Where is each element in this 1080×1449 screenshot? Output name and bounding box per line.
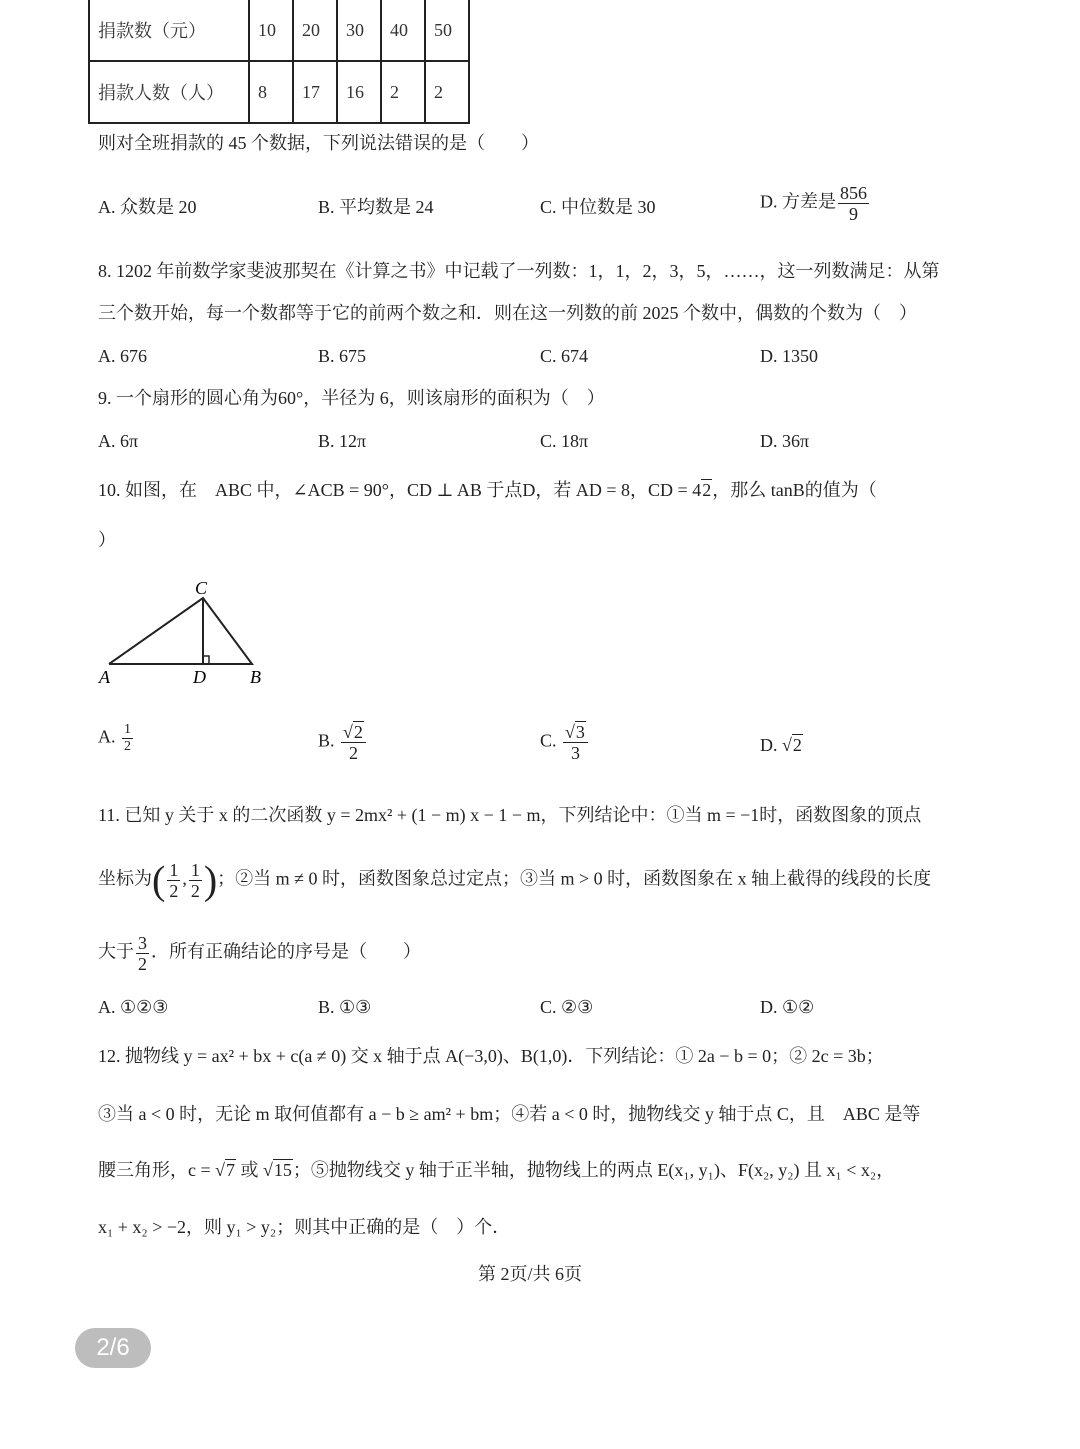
stem-text: 或: [236, 1160, 264, 1180]
denominator: 2: [348, 743, 358, 763]
q7-stem: 则对全班捐款的 45 个数据，下列说法错误的是（ ）: [98, 133, 539, 153]
fraction: [136, 933, 149, 974]
numerator: √3: [563, 722, 588, 743]
q8-line2: 三个数开始，每一个数都等于它的前两个数之和．则在这一列数的前 2025 个数中，偶数的个数为（ ）: [98, 303, 917, 323]
option-text: D. 方差是: [760, 191, 836, 212]
table-cell: 20: [293, 0, 337, 61]
q10-option-d: D. √2: [760, 735, 802, 755]
table-cell: 8: [249, 61, 293, 123]
numerator: 1: [124, 722, 131, 737]
option-label: B.: [318, 730, 335, 751]
q10-stem: [98, 478, 877, 502]
q10-close-paren: ）: [98, 530, 116, 550]
q8-line1: 8. 1202 年前数学家斐波那契在《计算之书》中记载了一列数：1，1，2，3，5，……，这一列数满足：从第: [98, 261, 940, 281]
fraction: [189, 860, 202, 901]
q7-option-c: C. 中位数是 30: [540, 197, 656, 217]
table-cell: 捐款数（元）: [89, 0, 249, 61]
q11-option-c: C. ②③: [540, 997, 594, 1017]
table-row: [89, 0, 469, 61]
q9-option-b: B. 12π: [318, 431, 367, 451]
table-cell: 捐款人数（人）: [89, 61, 249, 123]
numerator: 1: [169, 860, 179, 880]
q10-option-a: [98, 722, 135, 755]
q11-option-a: A. ①②③: [98, 997, 169, 1017]
numerator: 856: [840, 183, 867, 203]
stem-text: ；⑤抛物线交 y 轴于正半轴，抛物线上的两点 E(x₁, y₁)、F(x₂, y₂) 且 x₁ < x₂，: [292, 1160, 895, 1180]
q8-option-a: A. 676: [98, 346, 147, 366]
triangle-abc: [109, 598, 252, 664]
sqrt-value: 15: [273, 1160, 292, 1180]
sqrt-value: 3: [575, 722, 585, 742]
sqrt-value: 2: [702, 480, 712, 500]
q8-option-c: C. 674: [540, 346, 589, 366]
numerator: 3: [138, 933, 147, 953]
q9-option-a: A. 6π: [98, 431, 139, 451]
table-cell: 30: [337, 0, 381, 61]
donation-table: [88, 0, 470, 124]
q12-line3: 腰三角形，c = √7 或 √15；⑤抛物线交 y 轴于正半轴，抛物线上的两点 E(x₁, y₁)、F(x₂, y₂) 且 x₁ < x₂，: [98, 1160, 895, 1180]
q10-option-c: [540, 722, 590, 763]
table-cell: 2: [381, 61, 425, 123]
denominator: 2: [138, 954, 147, 974]
stem-text: ；②当 m ≠ 0 时，函数图象总过定点；③当 m > 0 时，函数图象在 x 轴上截得的线段的长度: [217, 868, 932, 889]
page-footer: 第 2页/共 6页: [477, 1264, 582, 1284]
q11-option-b: B. ①③: [318, 997, 372, 1017]
q11-line1: 11. 已知 y 关于 x 的二次函数 y = 2mx² + (1 − m) x − 1 − m，下列结论中：①当 m = −1时，函数图象的顶点: [98, 805, 922, 825]
table-cell: 17: [293, 61, 337, 123]
q9-option-d: D. 36π: [760, 431, 810, 451]
denominator: 9: [849, 204, 858, 224]
q11-line2: 坐标为( $\frac{1}{2}$ , $\frac{1}{2}$ )；②当 m ≠ 0 时，函数图象总过定点；③当 m > 0 时，函数图象在 x 轴上截得的线段的长度: [98, 857, 932, 903]
q9-option-c: C. 18π: [540, 431, 589, 451]
stem-text: 坐标为: [98, 868, 152, 889]
label-a: A: [99, 667, 110, 687]
numerator: 1: [190, 860, 200, 880]
label-c: C: [195, 578, 208, 598]
q8-option-b: B. 675: [318, 346, 367, 366]
q12-line1: 12. 抛物线 y = ax² + bx + c(a ≠ 0) 交 x 轴于点 A(−3,0)、B(1,0)．下列结论：① 2a − b = 0；② 2c = 3b；: [98, 1046, 884, 1066]
option-label: D.: [760, 735, 778, 755]
table-cell: 2: [425, 61, 469, 123]
q11-option-d: D. ①②: [760, 997, 815, 1017]
table-cell: 16: [337, 61, 381, 123]
page-indicator: 2/6: [75, 1328, 151, 1368]
option-label: A.: [98, 726, 116, 747]
stem-text: ，那么 tanB的值为（: [712, 480, 877, 500]
table-cell: 50: [425, 0, 469, 61]
stem-text: ．所有正确结论的序号是（ ）: [151, 941, 421, 962]
q11-line3: [98, 933, 421, 974]
fraction: [838, 183, 869, 224]
table-row: [89, 61, 469, 123]
fraction: [563, 722, 588, 763]
stem-text: 10. 如图，在 ABC 中，∠ACB = 90°，CD ⊥ AB 于点D，若 AD = 8，CD = 4: [98, 480, 702, 500]
sqrt-value: 2: [353, 722, 363, 742]
stem-text: 大于: [98, 941, 134, 962]
table-cell: 10: [249, 0, 293, 61]
denominator: 2: [190, 881, 200, 901]
q12-line4: x₁ + x₂ > −2，则 y₁ > y₂；则其中正确的是（ ）个．: [98, 1217, 511, 1237]
stem-text: 腰三角形，c =: [98, 1160, 216, 1180]
q9-stem: 9. 一个扇形的圆心角为60°，半径为 6，则该扇形的面积为（ ）: [98, 388, 605, 408]
option-label: C.: [540, 730, 557, 751]
denominator: 3: [570, 743, 580, 763]
sqrt-value: 2: [792, 735, 802, 755]
q10-option-b: [318, 722, 368, 763]
q7-option-d: [760, 183, 871, 224]
denominator: 2: [169, 881, 179, 901]
denominator: 2: [124, 739, 131, 754]
table-cell: 40: [381, 0, 425, 61]
fraction: [167, 860, 180, 901]
numerator: √2: [341, 722, 366, 743]
q7-option-a: A. 众数是 20: [98, 197, 197, 217]
q12-line2: ③当 a < 0 时，无论 m 取何值都有 a − b ≥ am² + bm；④若 a < 0 时，抛物线交 y 轴于点 C，且 ABC 是等: [98, 1104, 921, 1124]
label-b: B: [250, 667, 261, 687]
sqrt-value: 7: [226, 1160, 236, 1180]
fraction: [122, 722, 133, 755]
q8-option-d: D. 1350: [760, 346, 818, 366]
triangle-figure: [95, 570, 275, 690]
q7-option-b: B. 平均数是 24: [318, 197, 434, 217]
label-d: D: [193, 667, 206, 687]
fraction: [341, 722, 366, 763]
